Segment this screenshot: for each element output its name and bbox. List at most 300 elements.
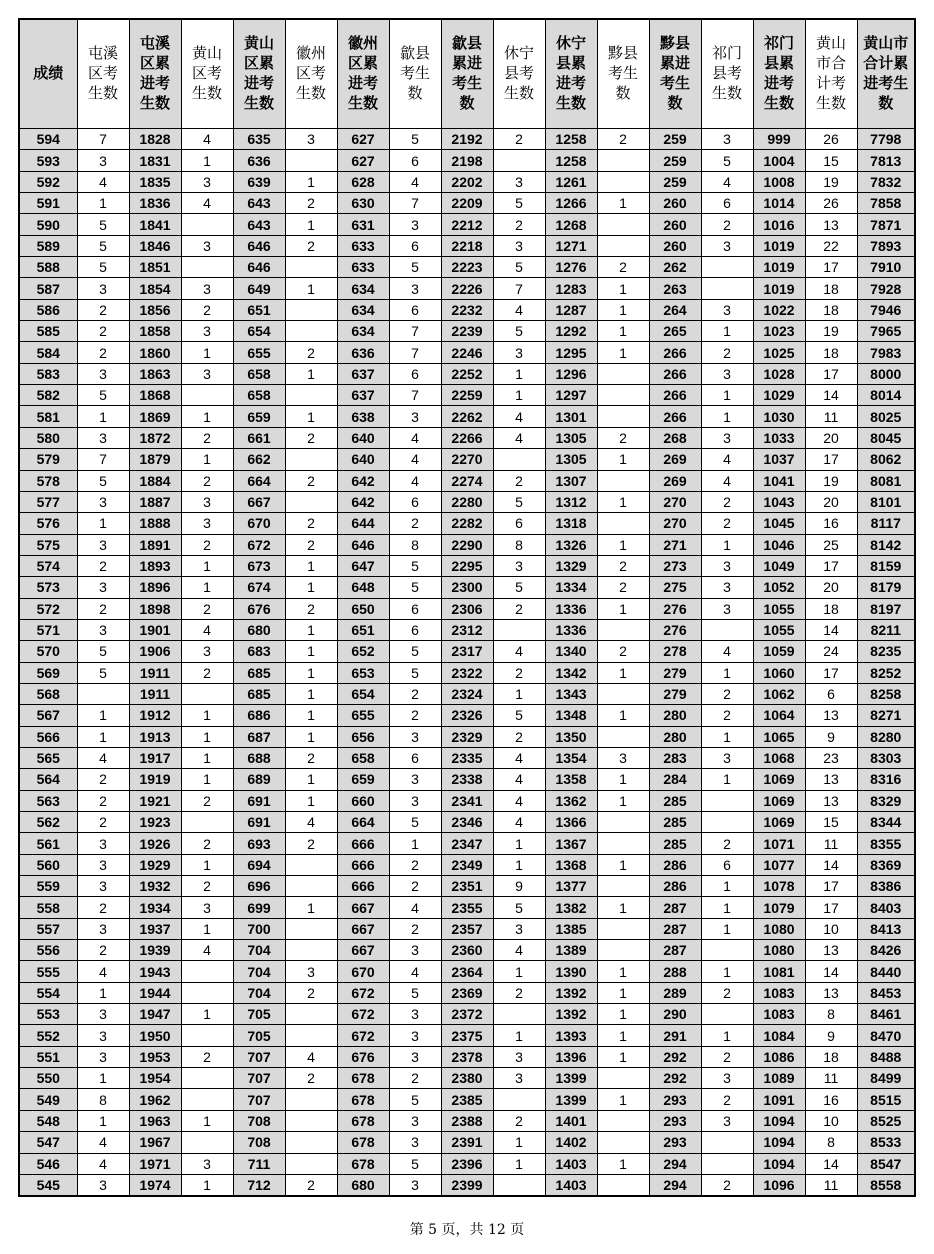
table-row (19, 1046, 915, 1067)
count-cell: 5 (77, 470, 129, 491)
count-cell: 24 (805, 641, 857, 662)
count-cell: 646 (337, 534, 389, 555)
count-cell: 1 (701, 321, 753, 342)
count-cell: 708 (233, 1132, 285, 1153)
count-cell: 1 (285, 705, 337, 726)
count-cell: 4 (77, 1153, 129, 1174)
count-cell: 2326 (441, 705, 493, 726)
score-cell: 573 (19, 577, 77, 598)
count-cell: 672 (233, 534, 285, 555)
count-cell: 3 (181, 235, 233, 256)
count-cell: 1019 (753, 235, 805, 256)
count-cell: 2 (493, 470, 545, 491)
table-row (19, 235, 915, 256)
count-cell: 1888 (129, 513, 181, 534)
count-cell: 2 (701, 342, 753, 363)
count-cell: 4 (181, 129, 233, 150)
count-cell: 712 (233, 1174, 285, 1196)
count-cell: 1 (77, 513, 129, 534)
count-cell: 2 (597, 577, 649, 598)
count-cell: 1868 (129, 385, 181, 406)
column-header-line: 进考生 (863, 75, 909, 92)
count-cell: 704 (233, 940, 285, 961)
count-cell: 2274 (441, 470, 493, 491)
count-cell: 659 (233, 406, 285, 427)
column-header-line: 黄山 (815, 35, 846, 52)
count-cell: 276 (649, 598, 701, 619)
count-cell (597, 1132, 649, 1153)
count-cell: 655 (233, 342, 285, 363)
count-cell: 280 (649, 726, 701, 747)
count-cell: 1292 (545, 321, 597, 342)
score-cell: 587 (19, 278, 77, 299)
count-cell: 1 (597, 769, 649, 790)
score-cell: 571 (19, 619, 77, 640)
count-cell: 674 (233, 577, 285, 598)
count-cell: 18 (805, 299, 857, 320)
column-header-line: 进考 (555, 75, 586, 92)
count-cell: 1911 (129, 683, 181, 704)
count-cell: 15 (805, 150, 857, 171)
count-cell: 1919 (129, 769, 181, 790)
count-cell: 666 (337, 833, 389, 854)
count-cell: 2 (285, 598, 337, 619)
count-cell: 676 (233, 598, 285, 619)
count-cell: 1 (701, 876, 753, 897)
count-cell: 5 (493, 257, 545, 278)
count-cell: 2223 (441, 257, 493, 278)
count-cell: 699 (233, 897, 285, 918)
count-cell: 658 (233, 385, 285, 406)
column-header (597, 19, 649, 129)
count-cell: 16 (805, 1089, 857, 1110)
count-cell: 7 (389, 342, 441, 363)
count-cell: 3 (77, 833, 129, 854)
score-cell: 580 (19, 427, 77, 448)
count-cell: 1898 (129, 598, 181, 619)
count-cell: 1 (701, 385, 753, 406)
count-cell: 276 (649, 619, 701, 640)
count-cell (597, 812, 649, 833)
count-cell: 1947 (129, 1004, 181, 1025)
count-cell: 1402 (545, 1132, 597, 1153)
count-cell (701, 1132, 753, 1153)
count-cell: 1967 (129, 1132, 181, 1153)
count-cell: 1923 (129, 812, 181, 833)
count-cell: 1045 (753, 513, 805, 534)
count-cell: 1350 (545, 726, 597, 747)
count-cell: 20 (805, 427, 857, 448)
count-cell: 269 (649, 470, 701, 491)
column-header-line: 屯溪 (139, 35, 170, 52)
count-cell: 696 (233, 876, 285, 897)
count-cell: 2 (701, 491, 753, 512)
count-cell: 8159 (857, 555, 915, 576)
count-cell: 270 (649, 491, 701, 512)
count-cell: 2192 (441, 129, 493, 150)
score-cell: 558 (19, 897, 77, 918)
column-header-line: 区累 (243, 55, 274, 72)
count-cell: 8 (389, 534, 441, 555)
count-cell (285, 940, 337, 961)
count-cell: 8355 (857, 833, 915, 854)
count-cell: 2357 (441, 918, 493, 939)
count-cell (597, 363, 649, 384)
score-cell: 563 (19, 790, 77, 811)
count-cell: 3 (701, 577, 753, 598)
count-cell: 1835 (129, 171, 181, 192)
count-cell: 2 (389, 705, 441, 726)
count-cell: 666 (337, 854, 389, 875)
count-cell (701, 790, 753, 811)
count-cell: 1091 (753, 1089, 805, 1110)
column-header-line: 黄山市 (863, 35, 909, 52)
count-cell: 3 (181, 1153, 233, 1174)
count-cell: 5 (77, 214, 129, 235)
count-cell: 4 (493, 427, 545, 448)
count-cell: 7928 (857, 278, 915, 299)
count-cell: 1033 (753, 427, 805, 448)
count-cell: 2306 (441, 598, 493, 619)
count-cell: 1080 (753, 940, 805, 961)
table-row (19, 363, 915, 384)
count-cell: 3 (389, 406, 441, 427)
column-header-line: 区考 (191, 65, 222, 82)
count-cell (493, 1004, 545, 1025)
count-cell: 1971 (129, 1153, 181, 1174)
count-cell: 294 (649, 1153, 701, 1174)
count-cell: 1 (77, 705, 129, 726)
count-cell: 3 (181, 491, 233, 512)
score-cell: 579 (19, 449, 77, 470)
count-cell: 1 (181, 1174, 233, 1196)
count-cell: 8 (493, 534, 545, 555)
count-cell: 2349 (441, 854, 493, 875)
count-cell: 4 (389, 897, 441, 918)
table-row (19, 577, 915, 598)
count-cell: 4 (77, 171, 129, 192)
count-cell: 1 (597, 1004, 649, 1025)
count-cell: 25 (805, 534, 857, 555)
count-cell: 1 (77, 1110, 129, 1131)
count-cell (285, 321, 337, 342)
count-cell: 13 (805, 214, 857, 235)
count-cell: 636 (233, 150, 285, 171)
count-cell: 3 (493, 1068, 545, 1089)
count-cell: 1403 (545, 1174, 597, 1196)
count-cell: 667 (337, 897, 389, 918)
count-cell: 2 (77, 940, 129, 961)
count-cell: 2 (77, 790, 129, 811)
table-row (19, 150, 915, 171)
count-cell: 5 (389, 129, 441, 150)
count-cell: 2 (493, 662, 545, 683)
score-cell: 585 (19, 321, 77, 342)
count-cell: 2364 (441, 961, 493, 982)
count-cell: 8440 (857, 961, 915, 982)
count-cell: 1343 (545, 683, 597, 704)
count-cell: 1 (597, 982, 649, 1003)
count-cell (701, 257, 753, 278)
count-cell: 2 (285, 534, 337, 555)
count-cell: 2 (701, 982, 753, 1003)
count-cell (597, 385, 649, 406)
score-cell: 550 (19, 1068, 77, 1089)
count-cell: 14 (805, 854, 857, 875)
count-cell: 14 (805, 961, 857, 982)
column-header-line: 黟县 (659, 35, 690, 52)
count-cell: 654 (337, 683, 389, 704)
count-cell: 667 (233, 491, 285, 512)
count-cell: 1296 (545, 363, 597, 384)
count-cell: 2 (77, 321, 129, 342)
count-cell: 1869 (129, 406, 181, 427)
count-cell: 7 (389, 193, 441, 214)
column-header-line: 生数 (555, 95, 586, 112)
column-header-line: 市合 (815, 55, 846, 72)
count-cell: 1 (597, 534, 649, 555)
count-cell: 6 (389, 747, 441, 768)
column-header-line: 休宁 (503, 45, 534, 62)
count-cell: 2 (181, 299, 233, 320)
count-cell (181, 257, 233, 278)
count-cell: 2 (181, 833, 233, 854)
column-header-line: 进考 (347, 75, 378, 92)
count-cell: 1336 (545, 598, 597, 619)
count-cell: 2 (285, 342, 337, 363)
count-cell: 7832 (857, 171, 915, 192)
score-cell: 581 (19, 406, 77, 427)
count-cell: 2 (285, 1068, 337, 1089)
count-cell (493, 619, 545, 640)
count-cell: 2226 (441, 278, 493, 299)
count-cell: 1912 (129, 705, 181, 726)
count-cell: 266 (649, 385, 701, 406)
table-row (19, 1025, 915, 1046)
count-cell: 1019 (753, 257, 805, 278)
count-cell: 6 (701, 193, 753, 214)
column-header-line: 生数 (763, 95, 794, 112)
count-cell (701, 1004, 753, 1025)
count-cell: 1917 (129, 747, 181, 768)
count-cell: 5 (493, 577, 545, 598)
count-cell: 1 (493, 1153, 545, 1174)
count-cell: 1 (701, 662, 753, 683)
table-row (19, 940, 915, 961)
count-cell: 1037 (753, 449, 805, 470)
count-cell: 273 (649, 555, 701, 576)
count-cell (285, 854, 337, 875)
count-cell: 8499 (857, 1068, 915, 1089)
count-cell: 5 (77, 385, 129, 406)
count-cell (181, 812, 233, 833)
count-cell: 11 (805, 1174, 857, 1196)
count-cell: 1399 (545, 1089, 597, 1110)
count-cell: 3 (701, 555, 753, 576)
count-cell: 3 (285, 129, 337, 150)
count-cell (701, 619, 753, 640)
count-cell: 1079 (753, 897, 805, 918)
score-cell: 551 (19, 1046, 77, 1067)
count-cell: 2198 (441, 150, 493, 171)
count-cell: 1 (597, 321, 649, 342)
table-header-row (19, 19, 915, 129)
count-cell: 1266 (545, 193, 597, 214)
column-header-line: 歙县 (399, 45, 430, 62)
count-cell: 264 (649, 299, 701, 320)
count-cell: 8525 (857, 1110, 915, 1131)
count-cell: 4 (493, 790, 545, 811)
count-cell: 3 (701, 427, 753, 448)
table-row (19, 833, 915, 854)
count-cell: 1 (597, 598, 649, 619)
count-cell: 1 (285, 769, 337, 790)
count-cell: 1 (181, 577, 233, 598)
count-cell: 670 (233, 513, 285, 534)
count-cell: 17 (805, 257, 857, 278)
count-cell: 291 (649, 1025, 701, 1046)
table-row (19, 897, 915, 918)
table-row (19, 385, 915, 406)
column-header-line: 生数 (191, 85, 222, 102)
count-cell: 26 (805, 129, 857, 150)
count-cell: 2378 (441, 1046, 493, 1067)
count-cell: 1367 (545, 833, 597, 854)
count-cell: 2 (181, 534, 233, 555)
table-row (19, 278, 915, 299)
count-cell: 1 (597, 299, 649, 320)
count-cell: 8403 (857, 897, 915, 918)
count-cell: 1025 (753, 342, 805, 363)
count-cell: 7946 (857, 299, 915, 320)
count-cell: 1 (285, 790, 337, 811)
count-cell: 3 (181, 897, 233, 918)
count-cell: 1 (285, 278, 337, 299)
count-cell: 3 (77, 363, 129, 384)
score-cell: 569 (19, 662, 77, 683)
count-cell: 8344 (857, 812, 915, 833)
count-cell: 1089 (753, 1068, 805, 1089)
count-cell: 1 (701, 961, 753, 982)
count-cell: 659 (337, 769, 389, 790)
count-cell: 650 (337, 598, 389, 619)
count-cell: 1377 (545, 876, 597, 897)
score-cell: 584 (19, 342, 77, 363)
count-cell: 651 (233, 299, 285, 320)
column-header-line: 黄山 (191, 45, 222, 62)
count-cell: 664 (233, 470, 285, 491)
count-cell: 685 (233, 683, 285, 704)
count-cell: 8000 (857, 363, 915, 384)
count-cell: 1008 (753, 171, 805, 192)
table-row (19, 1153, 915, 1174)
count-cell: 8025 (857, 406, 915, 427)
count-cell: 3 (389, 278, 441, 299)
count-cell: 643 (233, 193, 285, 214)
count-cell: 3 (181, 171, 233, 192)
count-cell: 23 (805, 747, 857, 768)
score-cell: 576 (19, 513, 77, 534)
count-cell: 2 (285, 470, 337, 491)
count-cell: 3 (389, 1174, 441, 1196)
count-cell (493, 150, 545, 171)
score-cell: 555 (19, 961, 77, 982)
count-cell: 689 (233, 769, 285, 790)
count-cell: 1 (181, 342, 233, 363)
count-cell: 705 (233, 1025, 285, 1046)
count-cell: 2246 (441, 342, 493, 363)
count-cell: 7965 (857, 321, 915, 342)
count-cell: 293 (649, 1110, 701, 1131)
count-cell: 687 (233, 726, 285, 747)
column-header (441, 19, 493, 129)
count-cell: 672 (337, 1004, 389, 1025)
count-cell: 293 (649, 1132, 701, 1153)
count-cell (181, 1132, 233, 1153)
count-cell: 1 (701, 918, 753, 939)
count-cell: 1 (181, 918, 233, 939)
count-cell: 1 (701, 406, 753, 427)
score-cell: 554 (19, 982, 77, 1003)
count-cell: 279 (649, 683, 701, 704)
count-cell: 5 (77, 662, 129, 683)
count-cell: 8533 (857, 1132, 915, 1153)
count-cell: 2290 (441, 534, 493, 555)
column-header-line: 成绩 (33, 65, 64, 82)
count-cell: 14 (805, 1153, 857, 1174)
table-row (19, 1110, 915, 1131)
count-cell: 1340 (545, 641, 597, 662)
count-cell: 259 (649, 171, 701, 192)
count-cell: 3 (389, 1110, 441, 1131)
column-header (389, 19, 441, 129)
score-cell: 588 (19, 257, 77, 278)
count-cell: 2338 (441, 769, 493, 790)
count-cell: 2 (285, 427, 337, 448)
count-cell (597, 619, 649, 640)
count-cell: 1962 (129, 1089, 181, 1110)
count-cell: 1 (77, 406, 129, 427)
table-row (19, 513, 915, 534)
count-cell: 2 (181, 790, 233, 811)
count-cell: 7871 (857, 214, 915, 235)
count-cell: 4 (701, 449, 753, 470)
score-cell: 568 (19, 683, 77, 704)
count-cell: 3 (701, 598, 753, 619)
count-cell: 2 (493, 129, 545, 150)
count-cell: 19 (805, 321, 857, 342)
table-row (19, 470, 915, 491)
count-cell: 18 (805, 598, 857, 619)
count-cell: 4 (493, 812, 545, 833)
count-cell: 1096 (753, 1174, 805, 1196)
count-cell: 8081 (857, 470, 915, 491)
count-cell: 631 (337, 214, 389, 235)
count-cell: 260 (649, 193, 701, 214)
count-cell (181, 961, 233, 982)
count-cell: 680 (233, 619, 285, 640)
count-cell: 8461 (857, 1004, 915, 1025)
count-cell: 7 (389, 385, 441, 406)
count-cell: 1077 (753, 854, 805, 875)
score-cell: 545 (19, 1174, 77, 1196)
count-cell: 643 (233, 214, 285, 235)
count-cell (181, 982, 233, 1003)
count-cell: 2 (493, 982, 545, 1003)
count-cell: 3 (493, 1046, 545, 1067)
count-cell: 635 (233, 129, 285, 150)
count-cell: 1 (285, 662, 337, 683)
